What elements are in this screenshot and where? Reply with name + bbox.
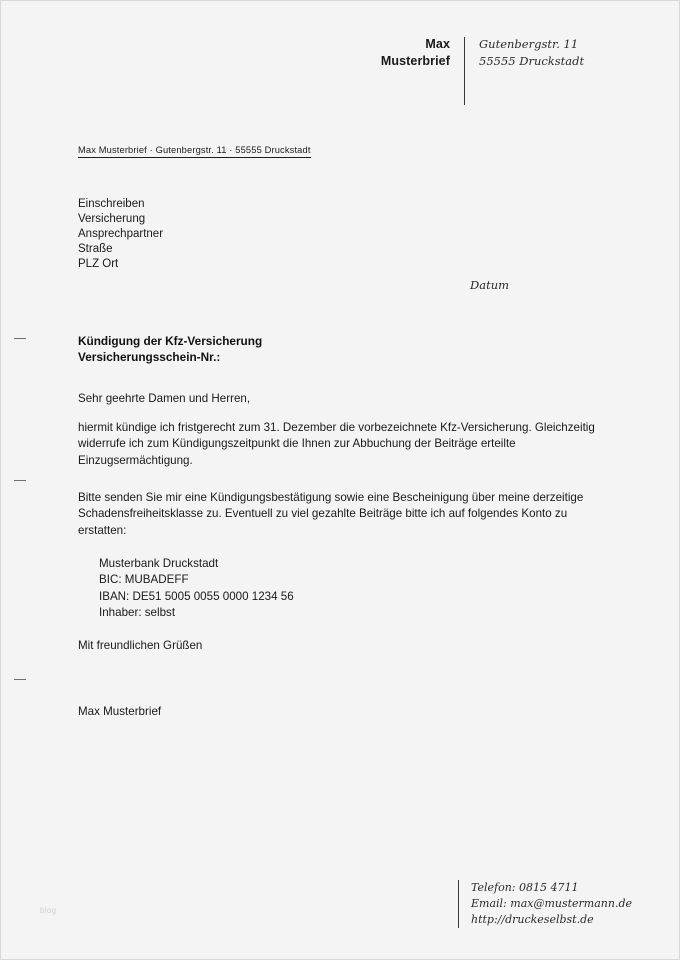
salutation: Sehr geehrte Damen und Herren, [78, 392, 251, 405]
recipient-line-4: Straße [78, 243, 113, 255]
closing-line: Mit freundlichen Grüßen [78, 639, 203, 652]
fold-mark-bottom [14, 679, 26, 680]
sender-name [330, 36, 450, 70]
footer-website: http://druckeselbst.de [471, 913, 594, 926]
footer-contact [458, 880, 632, 928]
bank-name: Musterbank Druckstadt [99, 557, 219, 570]
recipient-line-2: Versicherung [78, 213, 146, 225]
sender-header [330, 36, 584, 105]
watermark: blog [40, 906, 57, 915]
sender-address-line-1: Gutenbergstr. 11 [479, 37, 579, 51]
fold-mark-middle [14, 480, 26, 481]
footer-phone: Telefon: 0815 4711 [471, 881, 579, 894]
body-paragraph-2: Bitte senden Sie mir eine Kündigungsbestätigung sowie eine Bescheinigung über meine derzeitige Schadensfreiheitsklasse zu. Eventuell zu viel gezahlte Beiträge bitte ich auf folgendes Konto zu erstatten: [78, 491, 584, 537]
sender-divider [464, 37, 465, 105]
date-field: Datum [470, 278, 510, 292]
recipient-line-3: Ansprechpartner [78, 228, 164, 240]
sender-address-line-2: 55555 Druckstadt [479, 54, 585, 68]
recipient-line-1: Einschreiben [78, 198, 145, 210]
subject-line-2: Versicherungsschein-Nr.: [78, 350, 221, 364]
footer-email: Email: max@mustermann.de [471, 897, 633, 910]
bank-bic: BIC: MUBADEFF [99, 573, 189, 587]
bank-iban: IBAN: DE51 5005 0055 0000 1234 56 [99, 589, 294, 603]
bank-holder: Inhaber: selbst [99, 606, 176, 620]
signature-name: Max Musterbrief [78, 705, 162, 718]
sender-address [479, 36, 584, 70]
subject-line-1: Kündigung der Kfz-Versicherung [78, 334, 263, 348]
recipient-line-5: PLZ Ort [78, 258, 119, 270]
sender-name-line-2: Musterbrief [380, 54, 450, 68]
bank-details [99, 556, 294, 622]
subject-line [78, 333, 262, 365]
footer-text [471, 880, 632, 928]
recipient-address [78, 197, 163, 272]
return-address-line: Max Musterbrief · Gutenbergstr. 11 · 55555 Druckstadt [78, 145, 311, 158]
fold-mark-top [14, 338, 26, 339]
body-paragraph-1: hiermit kündige ich fristgerecht zum 31. Dezember die vorbezeichnete Kfz-Versicherung. Gleichzeitig widerrufe ich zum Kündigungszeitpunkt die Ihnen zur Abbuchung der Beiträge erteilte Einzugsermächtigung. [78, 421, 595, 467]
footer-divider [458, 880, 459, 928]
sender-name-line-1: Max [425, 37, 450, 51]
